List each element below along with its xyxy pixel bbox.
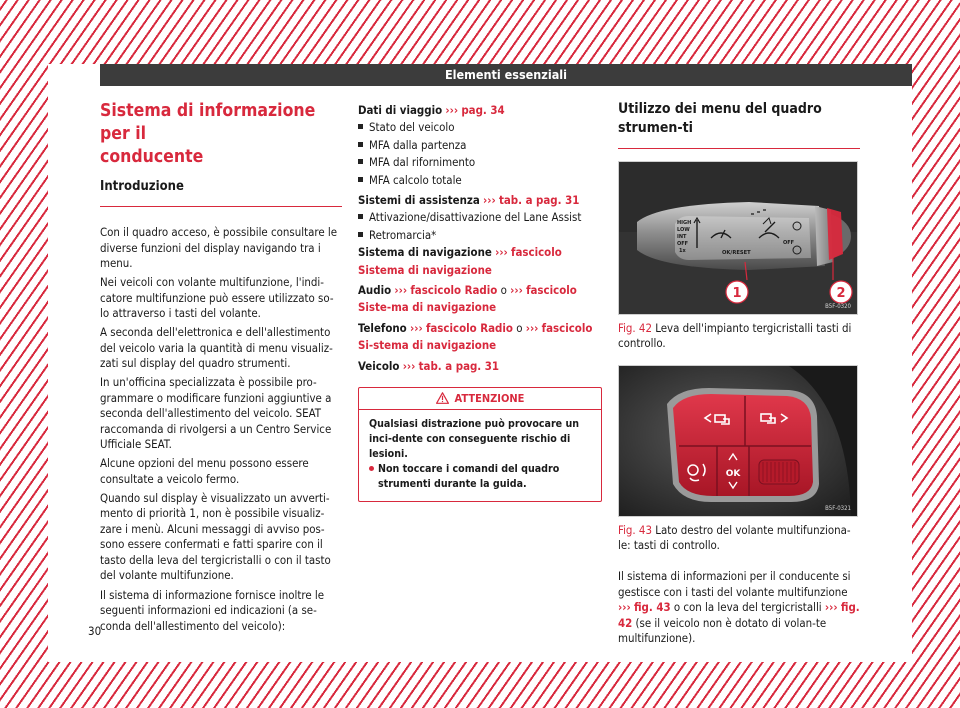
stalk-label: LOW (677, 227, 690, 233)
page-reference-link[interactable]: fascicolo Radio (410, 283, 498, 298)
list-item: MFA calcolo totale (358, 172, 602, 189)
warning-triangle-icon (436, 392, 449, 404)
steering-wheel-illustration (619, 366, 858, 517)
section-title: Utilizzo dei menu del quadro strumen-ti (618, 101, 822, 136)
column-right (618, 100, 860, 650)
wiper-stalk-illustration (619, 162, 858, 315)
page-reference-link[interactable]: pag. 34 (461, 103, 505, 117)
menu-entry-trip-data: Dati di viaggio ››› pag. 34 (358, 103, 505, 117)
warning-title: ATTENZIONE (454, 392, 525, 406)
warning-text: Qualsiasi distrazione può provocare un inci-dente con conseguente rischio di lesioni. (369, 418, 580, 460)
page-reference-link[interactable]: tab. a pag. 31 (498, 193, 580, 208)
paragraph: Con il quadro acceso, è possibile consultare le diverse funzioni del display navigando tra i menu. (100, 225, 338, 270)
figure-code: B5F-0320 (825, 303, 851, 310)
menu-entry-assist: Sistemi di assistenza ››› tab. a pag. 31 (358, 193, 580, 208)
stalk-label: INT (677, 234, 687, 240)
stalk-reset-label: OK/RESET (722, 250, 751, 256)
manual-page (48, 64, 912, 662)
page-reference-link[interactable]: tab. a pag. 31 (418, 358, 500, 373)
ok-label: OK (725, 469, 741, 479)
page-reference-link[interactable]: fascicolo Siste-ma di navigazione (358, 283, 577, 315)
page-reference-link[interactable]: fascicolo Radio (425, 320, 513, 335)
stalk-label: HIGH (677, 220, 692, 226)
figure-reference-link[interactable]: fig. 43 (633, 600, 671, 614)
paragraph: In un'officina specializzata è possibile pro-grammare o modificare funzioni aggiuntive a seconda dell'allestimento del veicolo. SEAT raccomanda di rivolgersi a un Centro Service Ufficiale SEAT. (100, 375, 332, 452)
page-reference-link[interactable]: fascicolo Si-stema di navigazione (358, 320, 593, 353)
paragraph: Il sistema di informazioni per il conducente si gestisce con i tasti del volante multifunzione ››› fig. 43 o con la leva del tergicristalli ››› fig. 42 (se il veicolo non è dotato di volan-te multifunzione). (618, 569, 860, 645)
list-item: Retromarcia* (358, 227, 602, 244)
paragraph: Il sistema di informazione fornisce inoltre le seguenti informazioni ed indicazioni (a se-conda dell'allestimento del veicolo): (100, 587, 325, 633)
figure-caption: Fig. 43 Lato destro del volante multifunziona-le: tasti di controllo. (618, 523, 851, 552)
warning-header (359, 388, 601, 410)
list-item: Attivazione/disattivazione del Lane Assist (358, 209, 602, 226)
paragraph: Quando sul display è visualizzato un avverti-mento di priorità 1, non è possibile visualiz-zare i menù. Alcuni messaggi di avviso pos-sono essere confermati e fatti sparire con il tasto della leva del tergicristalli o con il tasto del volante multifunzione. (100, 490, 331, 583)
callout-1: 1 (732, 286, 742, 301)
list-item: Stato del veicolo (358, 119, 602, 136)
page-title: Sistema di informazione per il conducente (100, 101, 316, 167)
menu-entry-vehicle: Veicolo ››› tab. a pag. 31 (358, 358, 500, 373)
paragraph: Alcune opzioni del menu possono essere consultate a veicolo fermo. (100, 456, 309, 486)
column-left (100, 100, 342, 638)
list-item: MFA dal rifornimento (358, 154, 602, 171)
stalk-label: 1x (679, 248, 686, 254)
paragraph: A seconda dell'elettronica e dell'allestimento del veicolo varia la quantità di menu visualiz-zati sul display del quadro strumenti. (100, 325, 333, 371)
figure-reference-link[interactable]: fig. 42 (618, 600, 860, 630)
section-divider (618, 148, 860, 149)
figure-caption: Fig. 42 Leva dell'impianto tergicristalli tasti di controllo. (618, 321, 852, 350)
stalk-label: OFF (677, 241, 689, 247)
section-divider (100, 206, 342, 207)
warning-body (359, 410, 601, 501)
menu-entry-phone: Telefono ››› fascicolo Radio o ››› fascicolo Si-stema di navigazione (358, 320, 593, 353)
warning-box (358, 387, 602, 502)
section-title: Introduzione (100, 179, 184, 194)
figure-wiper-stalk (618, 161, 858, 315)
page-number: 30 (88, 624, 102, 638)
warning-bullet: Non toccare i comandi del quadro strumenti durante la guida. (369, 462, 591, 492)
column-middle (358, 102, 602, 502)
callout-2: 2 (836, 286, 846, 301)
menu-entry-audio: Audio ››› fascicolo Radio o ››› fascicolo Siste-ma di navigazione (358, 283, 577, 315)
page-reference-link[interactable]: fascicolo Sistema di navigazione (358, 245, 562, 277)
menu-entry-navigation: Sistema di navigazione ››› fascicolo Sistema di navigazione (358, 245, 562, 277)
figure-code: B5F-0321 (825, 505, 851, 512)
list-item: MFA dalla partenza (358, 137, 602, 154)
paragraph: Nei veicoli con volante multifunzione, l'indi-catore multifunzione può essere utilizzato so-lo attraverso i tasti del volante. (100, 275, 334, 321)
figure-steering-wheel-buttons (618, 365, 858, 517)
running-header: Elementi essenziali (100, 64, 912, 86)
stalk-off-label: OFF (783, 240, 795, 246)
